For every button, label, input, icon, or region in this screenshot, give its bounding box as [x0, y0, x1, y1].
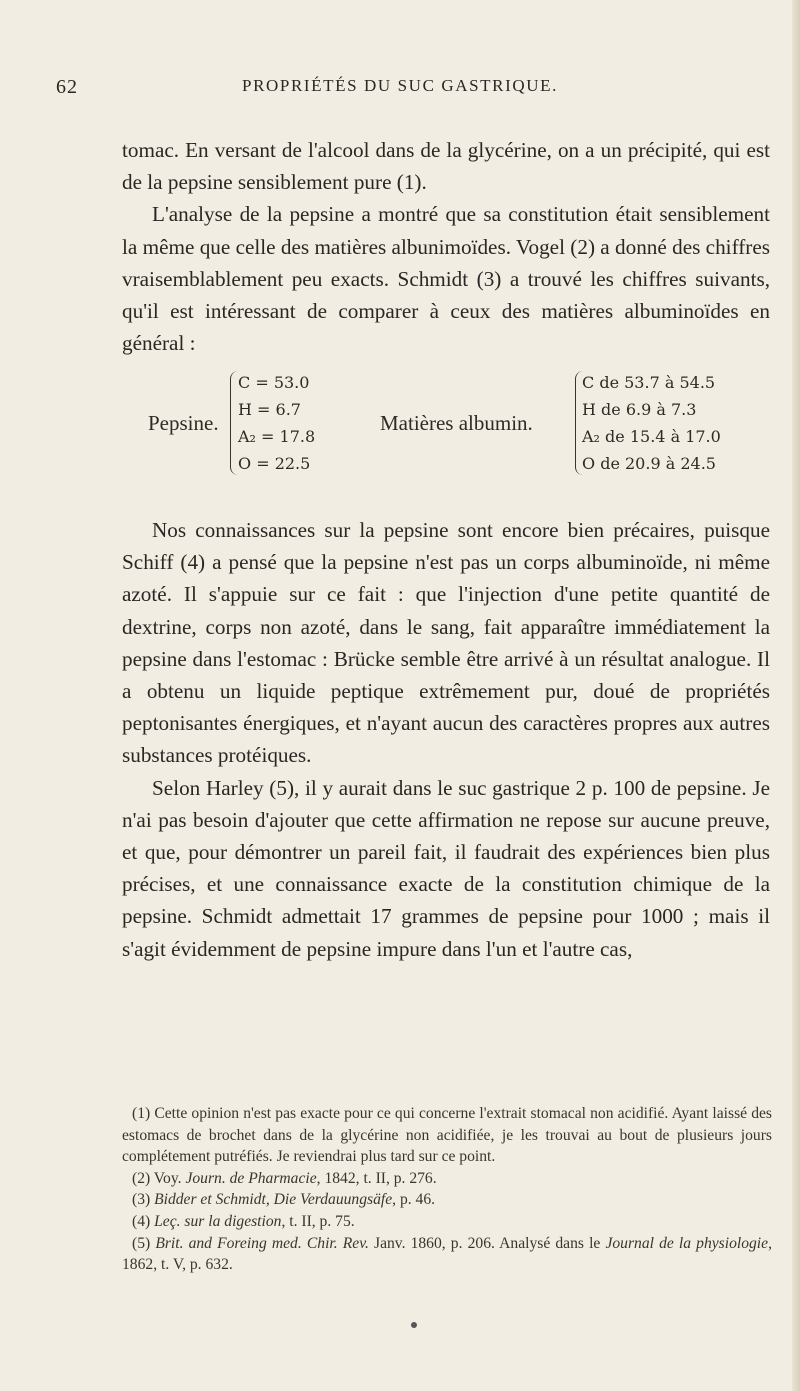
printer-mark	[411, 1322, 417, 1328]
body-upper	[122, 134, 770, 359]
albumin-carbon: C de 53.7 à 54.5	[582, 373, 716, 392]
page-number: 62	[56, 76, 78, 98]
pepsine-carbon: C = 53.0	[238, 373, 310, 392]
pepsine-label: Pepsine.	[148, 410, 219, 435]
albumin-label: Matières albumin.	[380, 410, 533, 435]
pepsine-oxygen: O = 22.5	[238, 454, 311, 473]
footnote-3: (3) Bidder et Schmidt, Die Verdauungsäfe, p. 46.	[132, 1191, 436, 1209]
page-edge	[792, 0, 800, 1391]
composition-table	[148, 369, 768, 489]
paragraph-3: Nos connaissances sur la pepsine sont encore bien précaires, puisque Schiff (4) a pensé que la pepsine n'est pas un corps albuminoïde, ni même azoté. Il s'appuie sur ce fait : que l'injection d'une petite quantité de dextrine, corps non azoté, dans le sang, fait apparaître immédiatement la pepsine dans l'estomac : Brücke semble être arrivé à un résultat analogue. Il a obtenu un liquide peptique extrêmement pur, doué de propriétés peptonisantes énergiques, et n'ayant aucun des caractères propres aux autres substances protéiques.	[122, 518, 770, 768]
footnote-4: (4) Leç. sur la digestion, t. II, p. 75.	[132, 1212, 355, 1230]
paragraph-2: L'analyse de la pepsine a montré que sa constitution était sensiblement la même que celle des matières albunimoïdes. Vogel (2) a donné des chiffres vraisemblablement peu exacts. Schmidt (3) a trouvé les chiffres suivants, qu'il est intéressant de comparer à ceux des matières albuminoïdes en général :	[122, 202, 770, 356]
pepsine-nitrogen: A₂ = 17.8	[238, 427, 316, 446]
albumin-hydrogen: H de 6.9 à 7.3	[582, 400, 697, 419]
paragraph-4: Selon Harley (5), il y aurait dans le suc gastrique 2 p. 100 de pepsine. Je n'ai pas besoin d'ajouter que cette affirmation ne repose sur aucune preuve, et que, pour démontrer un pareil fait, il faudrait des expériences bien plus précises, et une connaissance exacte de la constitution chimique de la pepsine. Schmidt admettait 17 grammes de pepsine pour 1000 ; mais il s'agit évidemment de pepsine impure dans l'un et l'autre cas,	[122, 775, 770, 961]
paragraph-1: tomac. En versant de l'alcool dans de la glycérine, on a un précipité, qui est de la pepsine sensiblement pure (1).	[122, 138, 770, 195]
footnote-2: (2) Voy. Journ. de Pharmacie, 1842, t. II, p. 276.	[132, 1169, 437, 1187]
footnote-1: (1) Cette opinion n'est pas exacte pour ce qui concerne l'extrait stomacal non acidifié. Ayant laissé des estomacs de brochet dans de la glycérine non acidifiée, je les trouvai au bout de plusieurs jours complétement putréfiés. Je reviendrai plus tard sur ce point.	[122, 1105, 772, 1166]
albumin-nitrogen: A₂ de 15.4 à 17.0	[582, 427, 721, 446]
pepsine-values	[238, 369, 315, 477]
albumin-oxygen: O de 20.9 à 24.5	[582, 454, 716, 473]
footnote-5: (5) Brit. and Foreing med. Chir. Rev. Janv. 1860, p. 206. Analysé dans le Journal de la physiologie, 1862, t. V, p. 632.	[122, 1234, 772, 1274]
albumin-values	[582, 369, 721, 477]
body-lower	[122, 514, 770, 965]
footnotes	[122, 1103, 772, 1276]
page-header	[50, 72, 750, 102]
pepsine-hydrogen: H = 6.7	[238, 400, 301, 419]
running-title: PROPRIÉTÉS DU SUC GASTRIQUE.	[242, 76, 558, 95]
